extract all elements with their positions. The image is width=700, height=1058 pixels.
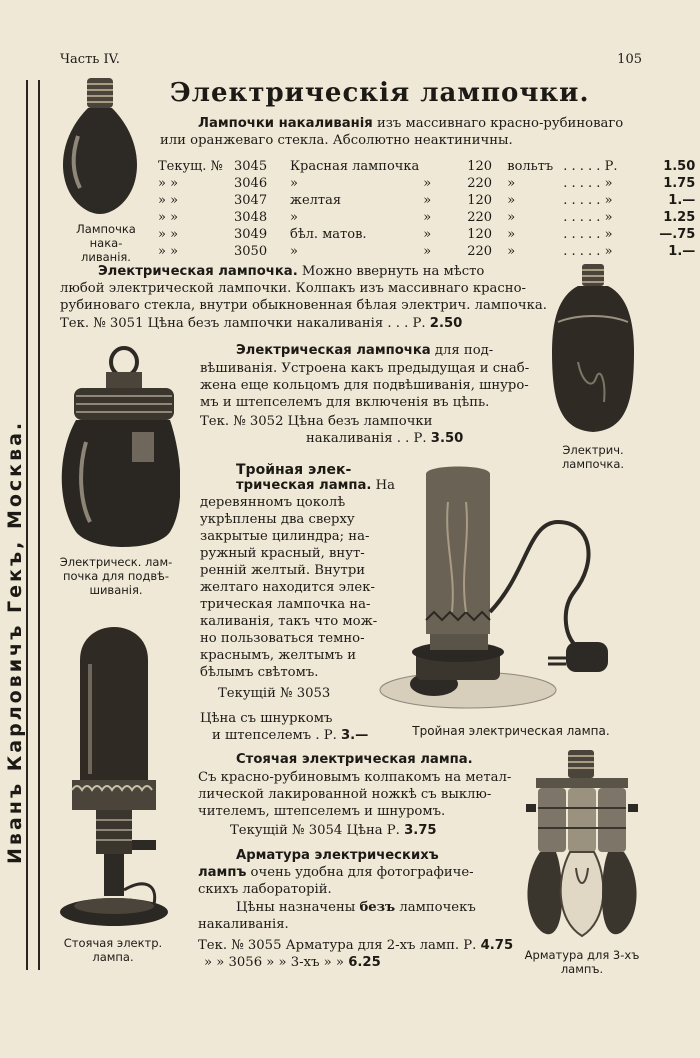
section3-price-text: накаливанія . . Р. — [306, 431, 427, 446]
section2-price-text: Тек. № 3051 Цѣна безъ лампочки накаливанія . . . Р. — [60, 316, 426, 331]
item-description2: » — [423, 227, 432, 242]
section4-line3: укрѣплены два сверху — [200, 512, 355, 527]
section4-price: 3.— — [341, 728, 369, 743]
hanging-lamp-caption-line3: шиванія. — [89, 583, 143, 597]
triple-lamp-illustration — [378, 462, 638, 718]
hanging-lamp-caption-line2: почка для подвѣ- — [62, 569, 170, 583]
section4-line10: но пользоваться темно- — [200, 631, 365, 646]
section3-line3: жена еще кольцомъ для подвѣшиванія, шнуро- — [200, 378, 529, 393]
price-row — [158, 209, 699, 226]
section4-price-line1: Цѣна съ шнуркомъ — [200, 711, 333, 726]
section6-row1 — [198, 938, 513, 954]
section1-text-a: изъ массивнаго красно-рубиноваго — [372, 116, 624, 131]
item-description: » — [290, 210, 298, 225]
section4-heading1 — [236, 462, 351, 478]
price-row — [158, 243, 699, 260]
section3-line2: вѣшиванія. Устроена какъ предыдущая и снаб- — [200, 361, 530, 376]
item-dots: . . . . . » — [563, 176, 613, 191]
section4-heading2: трическая лампа. — [236, 478, 372, 493]
section5-heading — [236, 752, 473, 768]
armature-caption-line2: лампъ. — [560, 962, 604, 976]
section6-text-0: очень удобна для фотографиче- — [246, 865, 474, 880]
spine-text: Иванъ Карловичъ Гекъ, Москва. — [4, 414, 26, 870]
standing-lamp-illustration — [58, 624, 170, 932]
section3-text-0: для под- — [430, 343, 494, 358]
hanging-lamp-caption-line1: Электрическ. лам- — [59, 555, 173, 569]
item-voltage: 220 — [467, 210, 493, 225]
item-number: 3048 — [234, 210, 268, 225]
section5-price-line — [230, 823, 437, 839]
section3-price: 3.50 — [430, 431, 464, 446]
section4-heading2-line — [236, 478, 395, 494]
section6-note — [236, 900, 476, 916]
page-title: Электрическія лампочки. — [170, 78, 590, 108]
section4-text-0: На — [371, 478, 395, 493]
section2-heading: Электрическая лампочка. — [98, 264, 298, 279]
item-unit: » — [507, 244, 516, 259]
standing-lamp-caption — [58, 936, 168, 964]
section4-line6: ренній желтый. Внутри — [200, 563, 366, 578]
section6-note-d: накаливанія. — [198, 917, 289, 932]
page-number: 105 — [617, 52, 642, 67]
section6-heading2: лампъ — [198, 865, 247, 880]
spine-decoration — [4, 80, 40, 970]
item-number: 3047 — [234, 193, 268, 208]
item-description2: » — [423, 193, 432, 208]
section2-text-0: Можно ввернуть на мѣсто — [297, 264, 485, 279]
item-unit: » — [507, 227, 516, 242]
section3-line1 — [236, 343, 493, 359]
item-voltage: 120 — [467, 159, 493, 174]
price-row — [158, 175, 699, 192]
armature-caption-line1: Арматура для 3-хъ — [524, 948, 640, 962]
item-dots: . . . . . » — [563, 193, 613, 208]
section6-line2: скихъ лабораторій. — [198, 882, 332, 897]
section6-row1-text: Тек. № 3055 Арматура для 2-хъ ламп. Р. — [198, 938, 477, 953]
section3-line4: мъ и штепселемъ для включенія въ цѣпь. — [200, 395, 490, 410]
item-prefix: Текущ. № — [158, 159, 223, 174]
item-description2: » — [423, 210, 432, 225]
item-prefix: » » — [158, 193, 179, 208]
item-description: » — [290, 176, 298, 191]
item-price: 1.25 — [663, 210, 696, 225]
item-number: 3046 — [234, 176, 268, 191]
item-prefix: » » — [158, 227, 179, 242]
section6-note-c: лампочекъ — [395, 900, 476, 915]
item-voltage: 120 — [467, 193, 493, 208]
section4-line11: краснымъ, желтымъ и — [200, 648, 356, 663]
section4-heading1-text: Тройная элек- — [236, 462, 352, 478]
price-row — [158, 158, 699, 175]
item-description2: » — [423, 244, 432, 259]
price-table-3045 — [158, 158, 699, 260]
item-voltage: 120 — [467, 227, 493, 242]
section2-price: 2.50 — [429, 316, 463, 331]
section4-line12: бѣлымъ свѣтомъ. — [200, 665, 319, 680]
hanging-lamp-illustration — [56, 346, 180, 552]
armature-illustration — [520, 748, 644, 944]
item-unit: » — [507, 193, 516, 208]
item-description2: » — [423, 176, 432, 191]
bulb-illustration — [58, 76, 142, 220]
section4-line8: трическая лампочка на- — [200, 597, 371, 612]
section6-row2-text: » » 3056 » » 3-хъ » » — [204, 955, 344, 970]
section4-line7: желтаго находится элек- — [200, 580, 375, 595]
spine-frame — [26, 80, 40, 970]
section5-line2: лической лакированной ножкѣ съ выклю- — [198, 787, 492, 802]
section5-price: 3.75 — [404, 823, 437, 838]
section3-price-line2 — [306, 431, 463, 447]
price-row — [158, 226, 699, 243]
item-number: 3045 — [234, 159, 268, 174]
item-prefix: » » — [158, 244, 179, 259]
section5-price-text: Текущій № 3054 Цѣна Р. — [230, 823, 400, 838]
section3-price-line1: Тек. № 3052 Цѣна безъ лампочки — [200, 414, 433, 429]
section6-heading1 — [236, 848, 439, 864]
standing-lamp-caption-line1: Стоячая электр. — [63, 936, 163, 950]
item-voltage: 220 — [467, 244, 493, 259]
section2-line1 — [98, 264, 484, 280]
item-price: 1.75 — [663, 176, 696, 191]
section4-price-line2 — [212, 728, 368, 744]
section2-line3: рубиноваго стекла, внутри обыкновенная бѣлая электрич. лампочка. — [60, 298, 547, 313]
section6-note-bold: безъ — [359, 900, 396, 915]
section6-row2 — [204, 955, 381, 971]
section6-price1: 4.75 — [480, 938, 514, 953]
section5-line3: чителемъ, штепселемъ и шнуромъ. — [198, 804, 446, 819]
item-price: —.75 — [659, 227, 696, 242]
bulb-caption-line2: ливанія. — [81, 250, 131, 264]
item-prefix: » » — [158, 176, 179, 191]
section5-line1: Съ красно-рубиновымъ колпакомъ на метал- — [198, 770, 512, 785]
standing-lamp-caption-line2: лампа. — [92, 950, 134, 964]
section4-line5: ружный красный, внут- — [200, 546, 365, 561]
section4-line4: закрытые цилиндра; на- — [200, 529, 370, 544]
section2-line2: любой электрической лампочки. Колпакъ изъ массивнаго красно- — [60, 281, 526, 296]
section4-line2: деревянномъ цоколѣ — [200, 495, 346, 510]
item-number: 3050 — [234, 244, 268, 259]
electric-lamp-illustration — [548, 262, 638, 440]
bulb-caption — [58, 222, 154, 264]
section6-price2: 6.25 — [348, 955, 381, 970]
section4-price-text: и штепселемъ . Р. — [212, 728, 337, 743]
item-price: 1.— — [668, 193, 696, 208]
item-price: 1.50 — [663, 159, 696, 174]
item-dots: . . . . . » — [563, 210, 613, 225]
section6-heading1-text: Арматура электрическихъ — [236, 848, 439, 863]
bulb-caption-line1: Лампочка нака- — [76, 222, 136, 250]
item-description: » — [290, 244, 298, 259]
price-row — [158, 192, 699, 209]
section1-heading: Лампочки накаливанія — [198, 116, 373, 131]
section1-intro — [198, 116, 623, 132]
item-unit: » — [507, 210, 516, 225]
armature-caption — [514, 948, 650, 976]
item-dots: . . . . . » — [563, 244, 613, 259]
section4-current: Текущій № 3053 — [218, 686, 331, 701]
section5-heading-text: Стоячая электрическая лампа. — [236, 752, 473, 767]
section3-heading: Электрическая лампочка — [236, 343, 431, 358]
item-price: 1.— — [668, 244, 696, 259]
item-description: бѣл. матов. — [290, 227, 367, 242]
section2-price-line — [60, 316, 462, 332]
item-description: желтая — [290, 193, 342, 208]
electric-lamp-caption: Электрич. лампочка. — [561, 443, 625, 471]
item-voltage: 220 — [467, 176, 493, 191]
item-description2 — [423, 158, 467, 175]
item-dots: . . . . . » — [563, 227, 613, 242]
section6-line1 — [198, 865, 474, 881]
hanging-lamp-caption — [48, 555, 184, 597]
item-dots: . . . . . Р. — [563, 159, 618, 174]
item-unit: » — [507, 176, 516, 191]
section1-text-b: или оранжеваго стекла. Абсолютно неактиничны. — [160, 133, 513, 148]
part-label: Часть IV. — [60, 52, 120, 67]
section4-line9: каливанія, такъ что мож- — [200, 614, 378, 629]
item-number: 3049 — [234, 227, 268, 242]
section6-note-a: Цѣны назначены — [236, 900, 360, 915]
item-prefix: » » — [158, 210, 179, 225]
item-description: Красная лампочка — [290, 159, 420, 174]
item-unit: вольтъ — [507, 159, 554, 174]
triple-lamp-caption: Тройная электрическая лампа. — [412, 724, 610, 738]
